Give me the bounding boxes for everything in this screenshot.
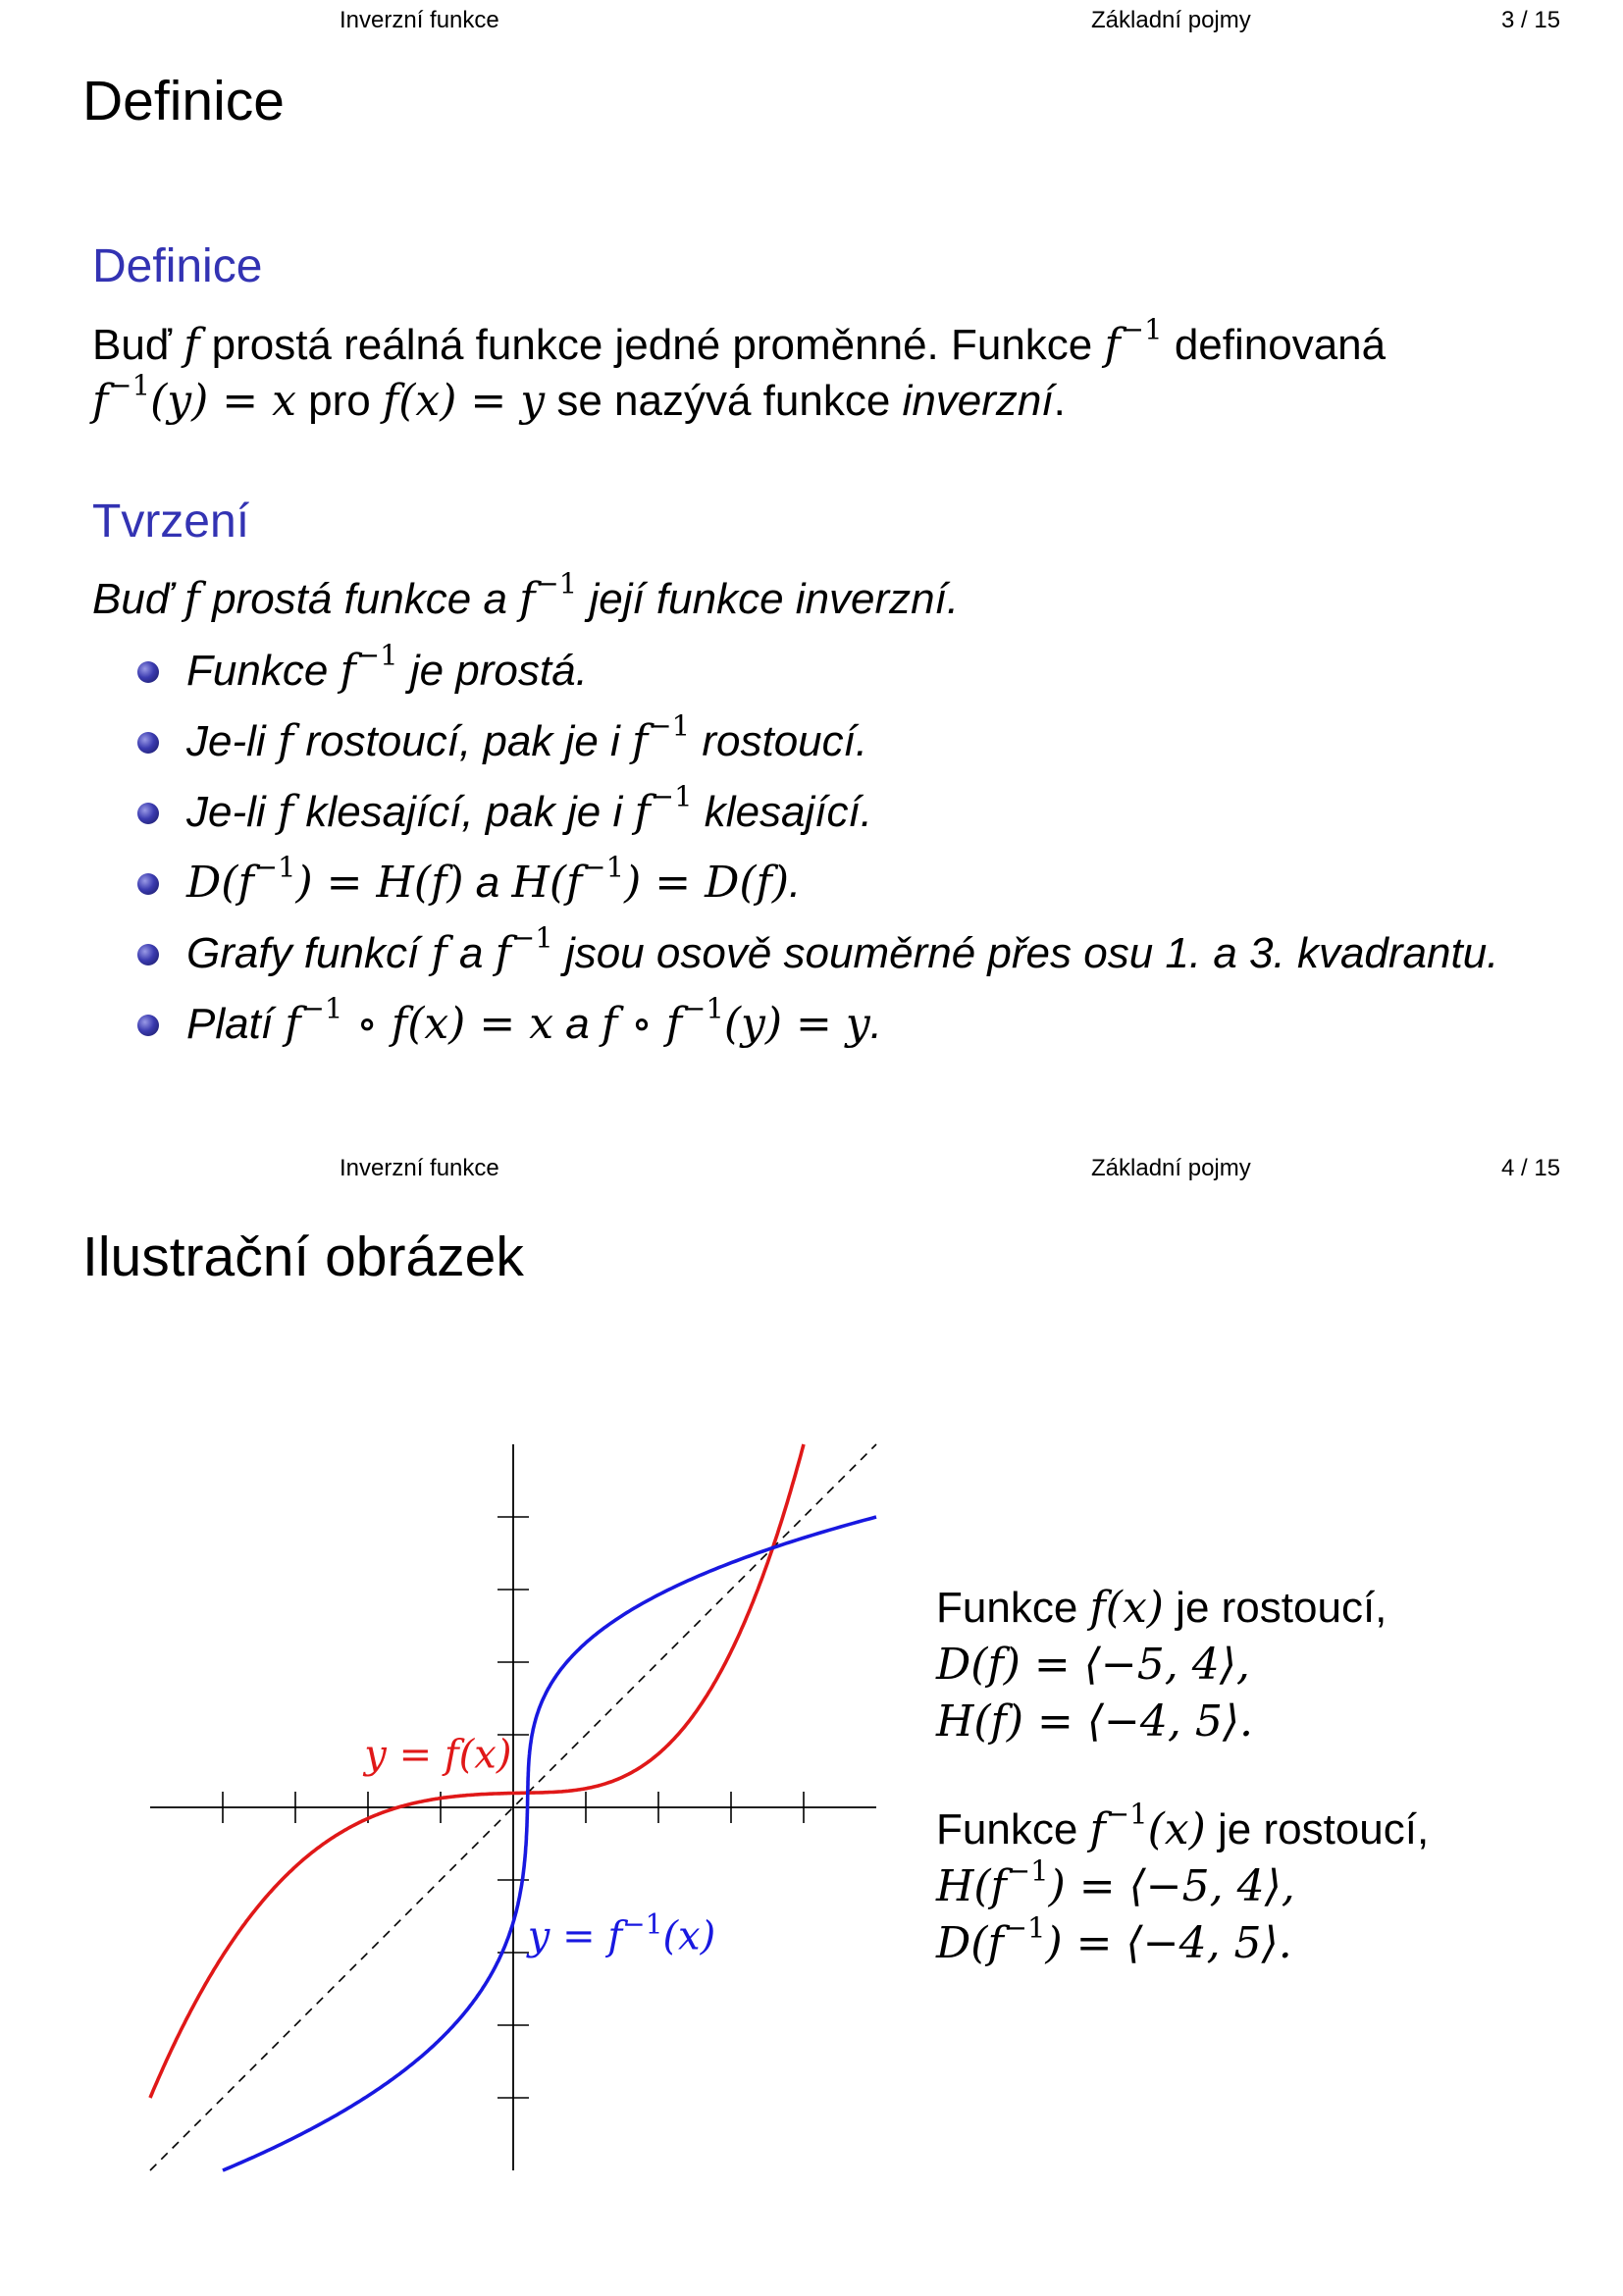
info-f-line-2: D(f) = ⟨−5, 4⟩, [936, 1640, 1250, 1690]
theorem-intro: Buď f prostá funkce a $f^{-1}$ její funkce inverzní. [92, 566, 960, 624]
header-subsection-title: Základní pojmy [1091, 7, 1251, 33]
info-f-line-1: Funkce f(x) je rostoucí, [936, 1583, 1387, 1633]
frame-title: Ilustrační obrázek [82, 1226, 524, 1288]
list-item: Je-li f klesající, pak je i $f^{-1}$ klesající. [137, 783, 1560, 842]
annotation-f-inverse: $y = f^{-1}(x)$ [527, 1907, 716, 1959]
slide-4 [0, 1148, 1623, 2296]
bullet-ball-icon [137, 1015, 159, 1036]
function-graph [147, 1442, 893, 2188]
bullet-ball-icon [137, 732, 159, 754]
bullet-ball-icon [137, 873, 159, 895]
list-item: Platí $f^{-1}$ ∘ f(x) = x a f ∘ $f^{-1}(y) = y$. [137, 995, 1560, 1054]
header-section-title: Inverzní funkce [340, 7, 499, 33]
bullet-ball-icon [137, 803, 159, 824]
bullet-ball-icon [137, 944, 159, 965]
info-finv-line-2: $H(f^{-1})$ = ⟨−5, 4⟩, [936, 1853, 1295, 1911]
info-finv-line-3: $D(f^{-1})$ = ⟨−4, 5⟩. [936, 1910, 1292, 1968]
list-item: Funkce $f^{-1}$ je prostá. [137, 642, 1560, 701]
header-page-number: 3 / 15 [1501, 7, 1561, 33]
definition-line-1: Buď f prostá reálná funkce jedné proměnné. Funkce $f^{-1}$ definovaná [92, 312, 1387, 370]
list-item: Je-li f rostoucí, pak je i $f^{-1}$ rostoucí. [137, 712, 1560, 771]
definition-block-title: Definice [92, 240, 263, 292]
header-section-title: Inverzní funkce [340, 1155, 499, 1181]
header-subsection-title: Základní pojmy [1091, 1155, 1251, 1181]
theorem-block-title: Tvrzení [92, 496, 250, 548]
annotation-f: y = f(x) [364, 1732, 512, 1778]
frame-title: Definice [82, 70, 285, 132]
info-f-line-3: H(f) = ⟨−4, 5⟩. [936, 1696, 1253, 1747]
list-item: Grafy funkcí f a $f^{-1}$ jsou osově souměrné přes osu 1. a 3. kvadrantu. [137, 924, 1560, 983]
info-finv-line-1: Funkce $f^{-1}(x)$ je rostoucí, [936, 1797, 1430, 1854]
bullet-ball-icon [137, 661, 159, 683]
definition-line-2: $f^{-1}(y) = x$ pro f(x) = y se nazývá funkce inverzní. [92, 368, 1066, 426]
list-item: $D(f^{-1}) = H(f)$ a $H(f^{-1}) = D(f)$. [137, 854, 1560, 913]
header-page-number: 4 / 15 [1501, 1155, 1561, 1181]
axes [150, 1444, 876, 2170]
